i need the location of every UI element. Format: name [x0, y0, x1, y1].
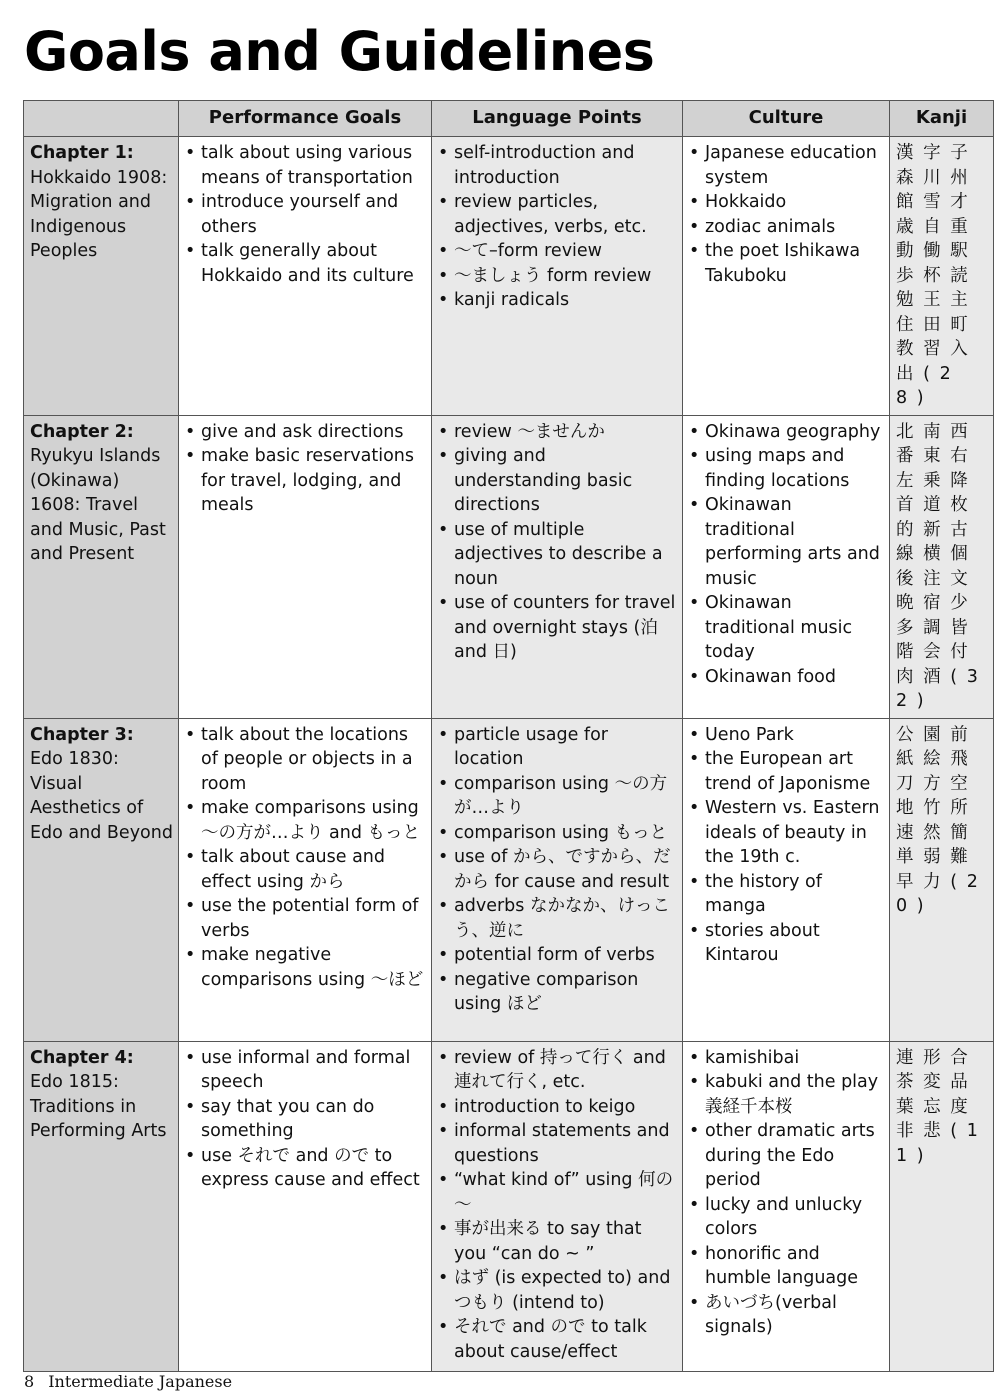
culture-item: • the history of manga [689, 870, 885, 919]
kanji-cell: 公園前紙絵飛刀方空地竹所速然簡単弱難早力(20) [890, 718, 994, 1041]
performance-goals-cell [179, 415, 432, 718]
culture-item: • Okinawan traditional music today [689, 591, 885, 665]
chapter-title: Edo 1830: Visual Aesthetics of Edo and Beyond [30, 749, 173, 843]
chapter-cell [24, 415, 179, 718]
goal-item: • talk generally about Hokkaido and its culture [185, 239, 427, 288]
kanji-cell: 北南西番東右左乗降首道枚的新古線横個後注文晩宿少多調皆階会付肉酒(32) [890, 415, 994, 718]
goal-item: • use the potential form of verbs [185, 894, 427, 943]
culture-item: • lucky and unlucky colors [689, 1193, 885, 1242]
performance-goals-cell [179, 718, 432, 1041]
language-point-list [438, 1046, 678, 1365]
culture-item: • Okinawan traditional performing arts and music [689, 493, 885, 591]
culture-cell [683, 137, 890, 416]
language-point-item: • review particles, adjectives, verbs, etc. [438, 190, 678, 239]
culture-list [689, 723, 885, 968]
culture-cell [683, 718, 890, 1041]
language-point-item: • negative comparison using ほど [438, 968, 678, 1017]
chapter-cell [24, 1041, 179, 1371]
goal-item: • talk about cause and effect using から [185, 845, 427, 894]
chapter-title: Edo 1815: Traditions in Performing Arts [30, 1072, 167, 1141]
goal-item: • make comparisons using ～の方が…より and もっと [185, 796, 427, 845]
language-point-item: • use of counters for travel and overnight stays (泊 and 日) [438, 591, 678, 665]
chapter-label: Chapter 2: [30, 421, 134, 442]
table-row [24, 1041, 994, 1371]
goals-table [23, 100, 994, 1372]
chapter-title: Ryukyu Islands (Okinawa) 1608: Travel and Music, Past and Present [30, 446, 166, 564]
culture-item: • stories about Kintarou [689, 919, 885, 968]
page-number: 8 [24, 1372, 35, 1391]
language-point-item: • はず (is expected to) and つもり (intend to) [438, 1266, 678, 1315]
language-point-item: • potential form of verbs [438, 943, 678, 968]
language-point-item: • giving and understanding basic directions [438, 444, 678, 518]
language-point-list [438, 420, 678, 665]
language-point-item: • adverbs なかなか、けっこう、逆に [438, 894, 678, 943]
chapter-cell [24, 718, 179, 1041]
language-points-cell [432, 415, 683, 718]
culture-item: • Japanese education system [689, 141, 885, 190]
table-header-row [24, 101, 994, 137]
culture-item: • kamishibai [689, 1046, 885, 1071]
chapter-label: Chapter 1: [30, 143, 134, 163]
table-row [24, 718, 994, 1041]
performance-goals-cell [179, 137, 432, 416]
culture-item: • zodiac animals [689, 215, 885, 240]
goal-item: • introduce yourself and others [185, 190, 427, 239]
language-point-item: • ～ましょう form review [438, 264, 678, 289]
language-points-cell [432, 137, 683, 416]
culture-item: • the poet Ishikawa Takuboku [689, 239, 885, 288]
culture-item: • the European art trend of Japonisme [689, 747, 885, 796]
chapter-cell [24, 137, 179, 416]
goal-item: • give and ask directions [185, 420, 427, 445]
kanji-cell: 漢字子森川州館雪才歳自重動働駅歩杯読勉王主住田町教習入出(28) [890, 137, 994, 416]
language-points-cell [432, 1041, 683, 1371]
chapter-title: Hokkaido 1908: Migration and Indigenous Peoples [30, 167, 168, 261]
language-point-list [438, 723, 678, 1017]
culture-list [689, 420, 885, 690]
culture-item: • other dramatic arts during the Edo period [689, 1119, 885, 1193]
chapter-label: Chapter 3: [30, 724, 134, 745]
culture-item: • using maps and finding locations [689, 444, 885, 493]
language-point-item: • use of multiple adjectives to describe a noun [438, 518, 678, 592]
language-point-item: • ～て–form review [438, 239, 678, 264]
table-row [24, 137, 994, 416]
culture-item: • Hokkaido [689, 190, 885, 215]
culture-list [689, 1046, 885, 1340]
culture-item: • Okinawa geography [689, 420, 885, 445]
header-chapter [24, 101, 179, 137]
goal-item: • talk about the locations of people or objects in a room [185, 723, 427, 797]
header-performance-goals: Performance Goals [179, 101, 432, 137]
header-language-points: Language Points [432, 101, 683, 137]
goal-item: • use それで and ので to express cause and effect [185, 1144, 427, 1193]
goal-list [185, 141, 427, 288]
language-point-item: • 事が出来る to say that you “can do ~ ” [438, 1217, 678, 1266]
culture-item: • kabuki and the play 義経千本桜 [689, 1070, 885, 1119]
page-title: Goals and Guidelines [24, 20, 655, 83]
header-culture: Culture [683, 101, 890, 137]
chapter-label: Chapter 4: [30, 1047, 134, 1068]
goal-item: • use informal and formal speech [185, 1046, 427, 1095]
page-footer [24, 1372, 232, 1391]
language-point-list [438, 141, 678, 313]
language-point-item: • use of から、ですから、だから for cause and result [438, 845, 678, 894]
performance-goals-cell [179, 1041, 432, 1371]
goal-list [185, 723, 427, 993]
culture-cell [683, 415, 890, 718]
language-point-item: • comparison using ～の方が…より [438, 772, 678, 821]
language-point-item: • introduction to keigo [438, 1095, 678, 1120]
goal-item: • say that you can do something [185, 1095, 427, 1144]
culture-list [689, 141, 885, 288]
goal-list [185, 1046, 427, 1193]
language-point-item: • particle usage for location [438, 723, 678, 772]
goal-list [185, 420, 427, 518]
language-point-item: • それで and ので to talk about cause/effect [438, 1315, 678, 1364]
book-title: Intermediate Japanese [48, 1372, 233, 1391]
kanji-cell: 連形合茶変品葉忘度非悲(11) [890, 1041, 994, 1371]
culture-item: • Western vs. Eastern ideals of beauty in the 19th c. [689, 796, 885, 870]
table-row [24, 415, 994, 718]
culture-item: • あいづち(verbal signals) [689, 1291, 885, 1340]
culture-item: • Okinawan food [689, 665, 885, 690]
culture-cell [683, 1041, 890, 1371]
language-points-cell [432, 718, 683, 1041]
goal-item: • make basic reservations for travel, lodging, and meals [185, 444, 427, 518]
language-point-item: • review ～ませんか [438, 420, 678, 445]
language-point-item: • review of 持って行く and 連れて行く, etc. [438, 1046, 678, 1095]
goal-item: • make negative comparisons using ～ほど [185, 943, 427, 992]
goal-item: • talk about using various means of transportation [185, 141, 427, 190]
culture-item: • honorific and humble language [689, 1242, 885, 1291]
language-point-item: • “what kind of” using 何の～ [438, 1168, 678, 1217]
language-point-item: • kanji radicals [438, 288, 678, 313]
header-kanji: Kanji [890, 101, 994, 137]
language-point-item: • informal statements and questions [438, 1119, 678, 1168]
language-point-item: • self-introduction and introduction [438, 141, 678, 190]
table-body [24, 137, 994, 1372]
culture-item: • Ueno Park [689, 723, 885, 748]
language-point-item: • comparison using もっと [438, 821, 678, 846]
